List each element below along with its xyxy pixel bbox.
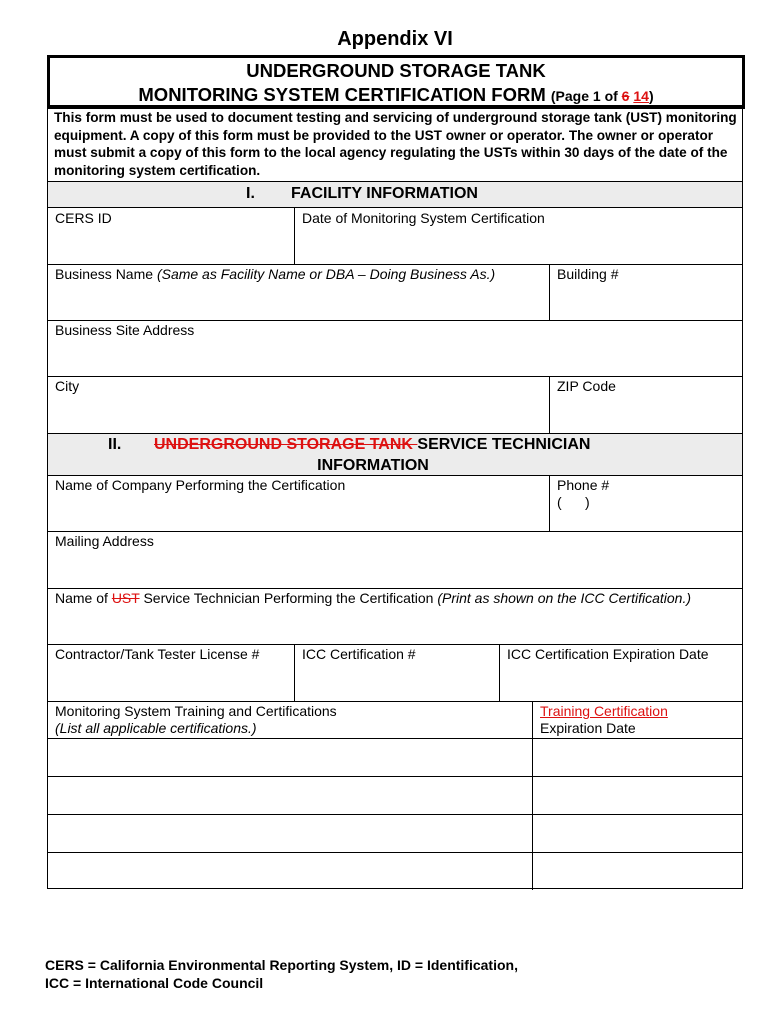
cers-id-field[interactable]: CERS ID	[55, 210, 112, 226]
training-label: Monitoring System Training and Certifications (List all applicable certifications.)	[55, 703, 337, 736]
phone-field[interactable]: Phone # ( )	[557, 477, 610, 510]
license-field[interactable]: Contractor/Tank Tester License #	[55, 646, 260, 662]
section1-number: I.	[246, 185, 255, 202]
expiration-row-2[interactable]	[533, 777, 741, 813]
training-row-4[interactable]	[48, 853, 531, 888]
certification-date-field[interactable]: Date of Monitoring System Certification	[302, 210, 545, 226]
page-indicator: (Page 1 of 6 14)	[550, 88, 654, 104]
expiration-row-3[interactable]	[533, 815, 741, 851]
training-row-2[interactable]	[48, 777, 531, 813]
page-new: 14	[633, 88, 649, 104]
footer-abbreviations: CERS = California Environmental Reporting System, ID = Identification, ICC = International Code Council	[45, 957, 518, 991]
section2-struck-text: UNDERGROUND STORAGE TANK	[154, 436, 418, 453]
form-title-line2	[47, 84, 745, 106]
training-row-3[interactable]	[48, 815, 531, 851]
zip-code-field[interactable]: ZIP Code	[557, 378, 616, 394]
business-name-field[interactable]: Business Name (Same as Facility Name or DBA – Doing Business As.)	[55, 266, 496, 282]
site-address-field[interactable]: Business Site Address	[55, 322, 195, 338]
training-row-1[interactable]	[48, 739, 531, 775]
section1-title: FACILITY INFORMATION	[291, 185, 478, 202]
city-field[interactable]: City	[55, 378, 80, 394]
mailing-address-field[interactable]: Mailing Address	[55, 533, 154, 549]
technician-name-field[interactable]: Name of UST Service Technician Performing the Certification (Print as shown on the ICC Certification.)	[55, 590, 691, 606]
form-grid	[47, 105, 743, 889]
form-title-line1: UNDERGROUND STORAGE TANK	[246, 60, 546, 81]
expiration-row-4[interactable]	[533, 853, 741, 888]
section2-number: II.	[108, 436, 122, 453]
training-cert-text: Training Certification	[540, 703, 668, 719]
section2-title-line2: INFORMATION	[317, 457, 429, 474]
section2-title: UNDERGROUND STORAGE TANK SERVICE TECHNICIAN	[154, 436, 591, 453]
form-title-text: MONITORING SYSTEM CERTIFICATION FORM	[138, 84, 546, 105]
icc-certification-field[interactable]: ICC Certification #	[302, 646, 416, 662]
expiration-row-1[interactable]	[533, 739, 741, 775]
appendix-title: Appendix VI	[337, 28, 453, 50]
tech-struck-text: UST	[111, 590, 140, 606]
building-number-field[interactable]: Building #	[557, 266, 619, 282]
icc-expiration-field[interactable]: ICC Certification Expiration Date	[507, 646, 709, 662]
form-instructions: This form must be used to document testing and servicing of underground storage tank (UST) monitoring equipment. A copy of this form must be provided to the UST owner or operator. The owner or operator must submit a copy of this form to the local agency regulating the USTs within 30 days of the date of the monitoring system certification.	[54, 110, 737, 178]
training-expiration-label: Training Certification Expiration Date	[540, 703, 668, 736]
company-name-field[interactable]: Name of Company Performing the Certification	[55, 477, 346, 493]
page-old: 6	[621, 88, 630, 104]
